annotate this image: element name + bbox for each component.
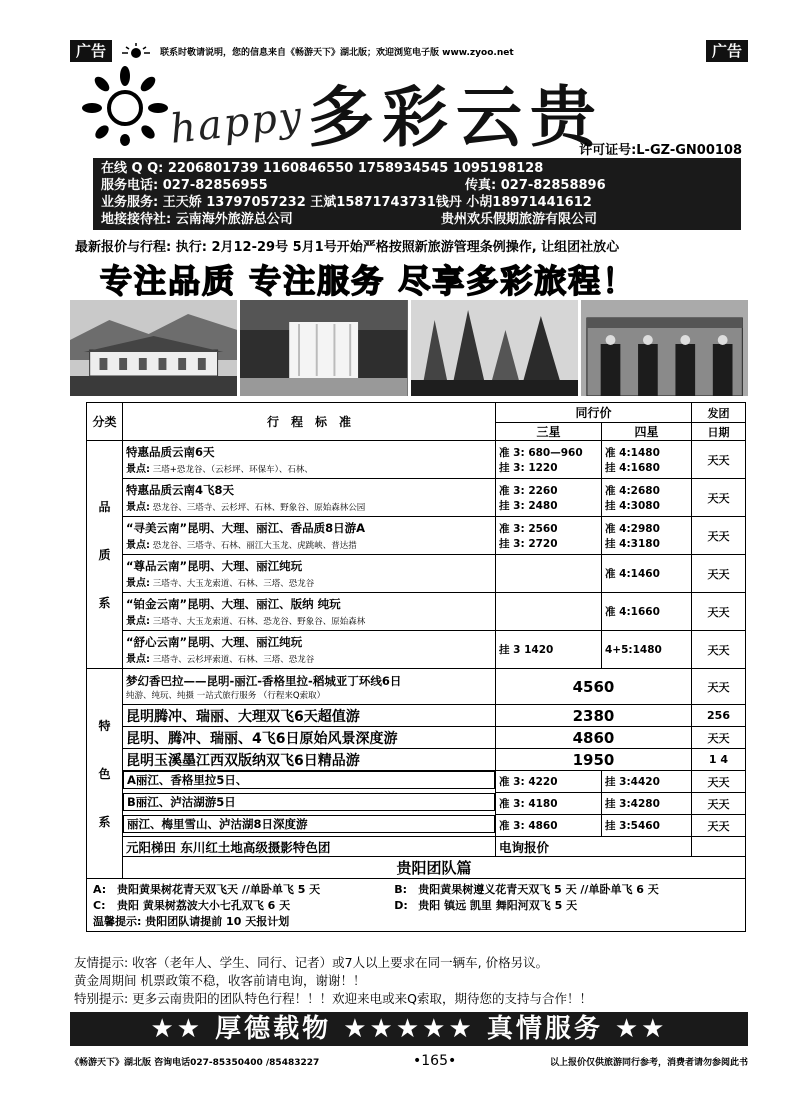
price-four-star: 准 4:2680 挂 4:3080 [602, 479, 692, 517]
tip-special: 特别提示: 更多云南贵阳的团队特色行程！！！欢迎来电或来Q索取，期待您的支持与合作！！ [74, 991, 593, 1006]
route-title: 元阳梯田 东川红土地高级摄影特色团 [123, 837, 496, 857]
page-title: 多彩云贵 [308, 78, 604, 156]
qq-numbers: 在线 Q Q: 2206801739 1160846550 1758934545 1095198128 [101, 161, 544, 176]
footer-contact: 《畅游天下》湖北版 咨询电话027-85350400 /85483227 [70, 1057, 320, 1068]
license-number: 许可证号:L-GZ-GN00108 [579, 143, 742, 158]
depart-date: 1 4 [692, 749, 746, 771]
table-row: 品 质 系 特惠品质云南6天 景点: 三塔+恐龙谷、（云杉坪、环保车）、石林、 准 3: 680—960 挂 3: 1220 准 4:1480 挂 4:1680 天天 [87, 441, 746, 479]
route-title: B丽江、泸沽湖游5日 [123, 793, 495, 811]
header-depart-2: 日期 [692, 423, 746, 441]
price-three-star: 准 3: 4180 [496, 793, 602, 815]
route-title: 昆明玉溪墨江西双版纳双飞6日精品游 [123, 749, 496, 771]
sun-icon [80, 66, 170, 146]
contact-block [93, 158, 741, 230]
table-row [87, 815, 746, 837]
guizhou-header-row [87, 857, 746, 879]
photo-mansion [70, 300, 237, 396]
price-notice: 最新报价与行程: 执行: 2月12-29号 5月1号开始严格按照新旅游管理条例操作, 让组团社放心 [75, 240, 620, 255]
ground-agency-1: 地接接待社: 云南海外旅游总公司 [101, 212, 293, 227]
route-spots: 三塔寺、大玉龙索道、石林、三塔、恐龙谷 [152, 579, 315, 589]
slogan: 专注品质 专注服务 尽享多彩旅程！ [100, 262, 637, 300]
table-row [87, 793, 746, 815]
depart-date: 天天 [692, 441, 746, 479]
photo-waterfall [240, 300, 407, 396]
route-price: 4560 [496, 669, 692, 705]
guizhou-warm-tip: 温馨提示: 贵阳团队请提前 10 天报计划 [93, 915, 290, 928]
depart-date: 天天 [692, 517, 746, 555]
table-row: “尊品云南”昆明、大理、丽江纯玩 景点: 三塔寺、大玉龙索道、石林、三塔、恐龙谷 准 4:1460 天天 [87, 555, 746, 593]
price-four-star: 挂 3:4420 [602, 771, 692, 793]
ad-label-right: 广告 [706, 40, 748, 62]
ad-label-left: 广告 [70, 40, 112, 62]
header-three-star: 三星 [496, 423, 602, 441]
route-title: 昆明、腾冲、瑞丽、4飞6日原始风景深度游 [123, 727, 496, 749]
route-title: “寻美云南”昆明、大理、丽江、香品质8日游A [126, 521, 366, 535]
price-three-star: 准 3: 2260 挂 3: 2480 [496, 479, 602, 517]
route-title: “舒心云南”昆明、大理、丽江纯玩 [126, 635, 303, 649]
depart-date: 天天 [692, 631, 746, 669]
tips-block [74, 954, 746, 1008]
table-row [87, 749, 746, 771]
route-price: 电询报价 [496, 837, 692, 857]
price-four-star: 准 4:1460 [602, 555, 692, 593]
header-depart-1: 发团 [692, 403, 746, 423]
price-four-star: 4+5:1480 [602, 631, 692, 669]
route-price: 4860 [496, 727, 692, 749]
depart-date: 天天 [692, 555, 746, 593]
route-spots: 恐龙谷、三塔寺、云杉坪、石林、野象谷、原始森林公园 [152, 503, 366, 513]
happy-script: happy [167, 93, 306, 153]
route-title: 特惠品质云南4飞8天 [126, 483, 235, 497]
depart-date: 天天 [692, 727, 746, 749]
route-price: 2380 [496, 705, 692, 727]
table-row: “舒心云南”昆明、大理、丽江纯玩 景点: 三塔寺、云杉坪索道、石林、三塔、恐龙谷 挂 3 1420 4+5:1480 天天 [87, 631, 746, 669]
photo-red-building [581, 300, 748, 396]
staff-contacts: 业务服务: 王天娇 13797057232 王斌15871743731钱丹 小胡18971441612 [101, 195, 592, 210]
table-row [87, 727, 746, 749]
guizhou-route-c: 贵阳 黄果树荔波大小七孔双飞 6 天 [117, 899, 291, 912]
guizhou-route-b: 贵阳黄果树遵义花青天双飞 5 天 //单卧单飞 6 天 [418, 883, 659, 896]
route-title: 丽江、梅里雪山、泸沽湖8日深度游 [123, 815, 495, 833]
motto-banner: ★★ 厚德载物 ★★★★★ 真情服务 ★★ [70, 1012, 748, 1046]
depart-date: 天天 [692, 479, 746, 517]
route-spots: 恐龙谷、三塔寺、石林、丽江大玉龙、虎跳峡、普达措 [152, 541, 357, 551]
depart-date: 天天 [692, 669, 746, 705]
depart-date: 256 [692, 705, 746, 727]
depart-date: 天天 [692, 793, 746, 815]
table-row [87, 837, 746, 857]
route-title: “铂金云南”昆明、大理、丽江、版纳 纯玩 [126, 597, 341, 611]
route-title: A丽江、香格里拉5日、 [123, 771, 495, 789]
header-four-star: 四星 [602, 423, 692, 441]
route-title: “尊品云南”昆明、大理、丽江纯玩 [126, 559, 303, 573]
service-phone: 服务电话: 027-82856955 [101, 178, 268, 193]
price-three-star: 准 3: 4860 [496, 815, 602, 837]
photo-karst-peaks [411, 300, 578, 396]
route-spots: 三塔+恐龙谷、（云杉坪、环保车）、石林、 [152, 465, 313, 475]
price-four-star: 挂 3:4280 [602, 793, 692, 815]
table-row [87, 669, 746, 705]
photo-strip [70, 300, 748, 396]
depart-date: 天天 [692, 815, 746, 837]
price-table [86, 402, 746, 932]
guizhou-block: A: 贵阳黄果树花青天双飞天 //单卧单飞 5 天 B: 贵阳黄果树遵义花青天双飞 5 天 //单卧单飞 6 天 C: 贵阳 黄果树荔波大小七孔双飞 6 天 D: 贵阳 镇远 凯里 舞阳河双飞 5 天 温馨提示: 贵阳团队请提前 10 天报计划 [87, 879, 746, 932]
price-three-star [496, 555, 602, 593]
tip-friendly: 友情提示: 收客（老年人、学生、同行、记者）或7人以上要求在同一辆车, 价格另议。 [74, 955, 549, 970]
table-row [87, 771, 746, 793]
route-spots: 三塔寺、云杉坪索道、石林、三塔、恐龙谷 [152, 655, 315, 665]
header-category: 分类 [87, 403, 123, 441]
footer-disclaimer: 以上报价仅供旅游同行参考，消费者请勿参阅此书 [549, 1057, 748, 1068]
price-four-star: 挂 3:5460 [602, 815, 692, 837]
table-row: “铂金云南”昆明、大理、丽江、版纳 纯玩 景点: 三塔寺、大玉龙索道、石林、恐龙谷、野象谷、原始森林 准 4:1660 天天 [87, 593, 746, 631]
guizhou-route-a: 贵阳黄果树花青天双飞天 //单卧单飞 5 天 [117, 883, 321, 896]
top-note-text: 联系时敬请说明，您的信息来自《畅游天下》湖北版；欢迎浏览电子版 www.zyoo.net [160, 47, 514, 58]
price-three-star: 挂 3 1420 [496, 631, 602, 669]
top-bar [70, 40, 748, 62]
price-three-star: 准 3: 4220 [496, 771, 602, 793]
hero-banner [70, 64, 748, 158]
route-title: 昆明腾冲、瑞丽、大理双飞6天超值游 [123, 705, 496, 727]
route-subtitle: 纯游、纯玩、纯摄 一站式旅行服务 （行程来Q索取） [126, 690, 326, 701]
section-title: 贵阳团队篇 [123, 857, 746, 879]
header-itinerary: 行 程 标 准 [123, 403, 496, 441]
table-row [87, 705, 746, 727]
tip-golden-week: 黄金周期间 机票政策不稳，收客前请电询，谢谢！！ [74, 973, 366, 988]
price-four-star: 准 4:1660 [602, 593, 692, 631]
price-three-star [496, 593, 602, 631]
table-row: 特惠品质云南4飞8天 景点: 恐龙谷、三塔寺、云杉坪、石林、野象谷、原始森林公园 准 3: 2260 挂 3: 2480 准 4:2680 挂 4:3080 天天 [87, 479, 746, 517]
category-quality: 品 质 系 [87, 441, 123, 669]
route-price: 1950 [496, 749, 692, 771]
top-note [112, 42, 706, 60]
ground-agency-2: 贵州欢乐假期旅游有限公司 [441, 212, 598, 227]
route-spots: 三塔寺、大玉龙索道、石林、恐龙谷、野象谷、原始森林 [152, 617, 366, 627]
header-peer-price: 同行价 [496, 403, 692, 423]
depart-date: 天天 [692, 593, 746, 631]
price-four-star: 准 4:1480 挂 4:1680 [602, 441, 692, 479]
table-row: “寻美云南”昆明、大理、丽江、香品质8日游A 景点: 恐龙谷、三塔寺、石林、丽江大玉龙、虎跳峡、普达措 准 3: 2560 挂 3: 2720 准 4:2980 挂 4:3180 天天 [87, 517, 746, 555]
price-four-star: 准 4:2980 挂 4:3180 [602, 517, 692, 555]
guizhou-route-d: 贵阳 镇远 凯里 舞阳河双飞 5 天 [418, 899, 578, 912]
category-special: 特 色 系 [87, 669, 123, 879]
page-number: •165• [413, 1053, 457, 1069]
route-title: 梦幻香巴拉——昆明-丽江-香格里拉-稻城亚丁环线6日 [126, 673, 402, 688]
footer [70, 1052, 748, 1070]
price-three-star: 准 3: 2560 挂 3: 2720 [496, 517, 602, 555]
route-title: 特惠品质云南6天 [126, 445, 215, 459]
fax-number: 传真: 027-82858896 [465, 178, 606, 193]
depart-date: 天天 [692, 771, 746, 793]
price-three-star: 准 3: 680—960 挂 3: 1220 [496, 441, 602, 479]
sun-logo-icon [118, 42, 154, 60]
